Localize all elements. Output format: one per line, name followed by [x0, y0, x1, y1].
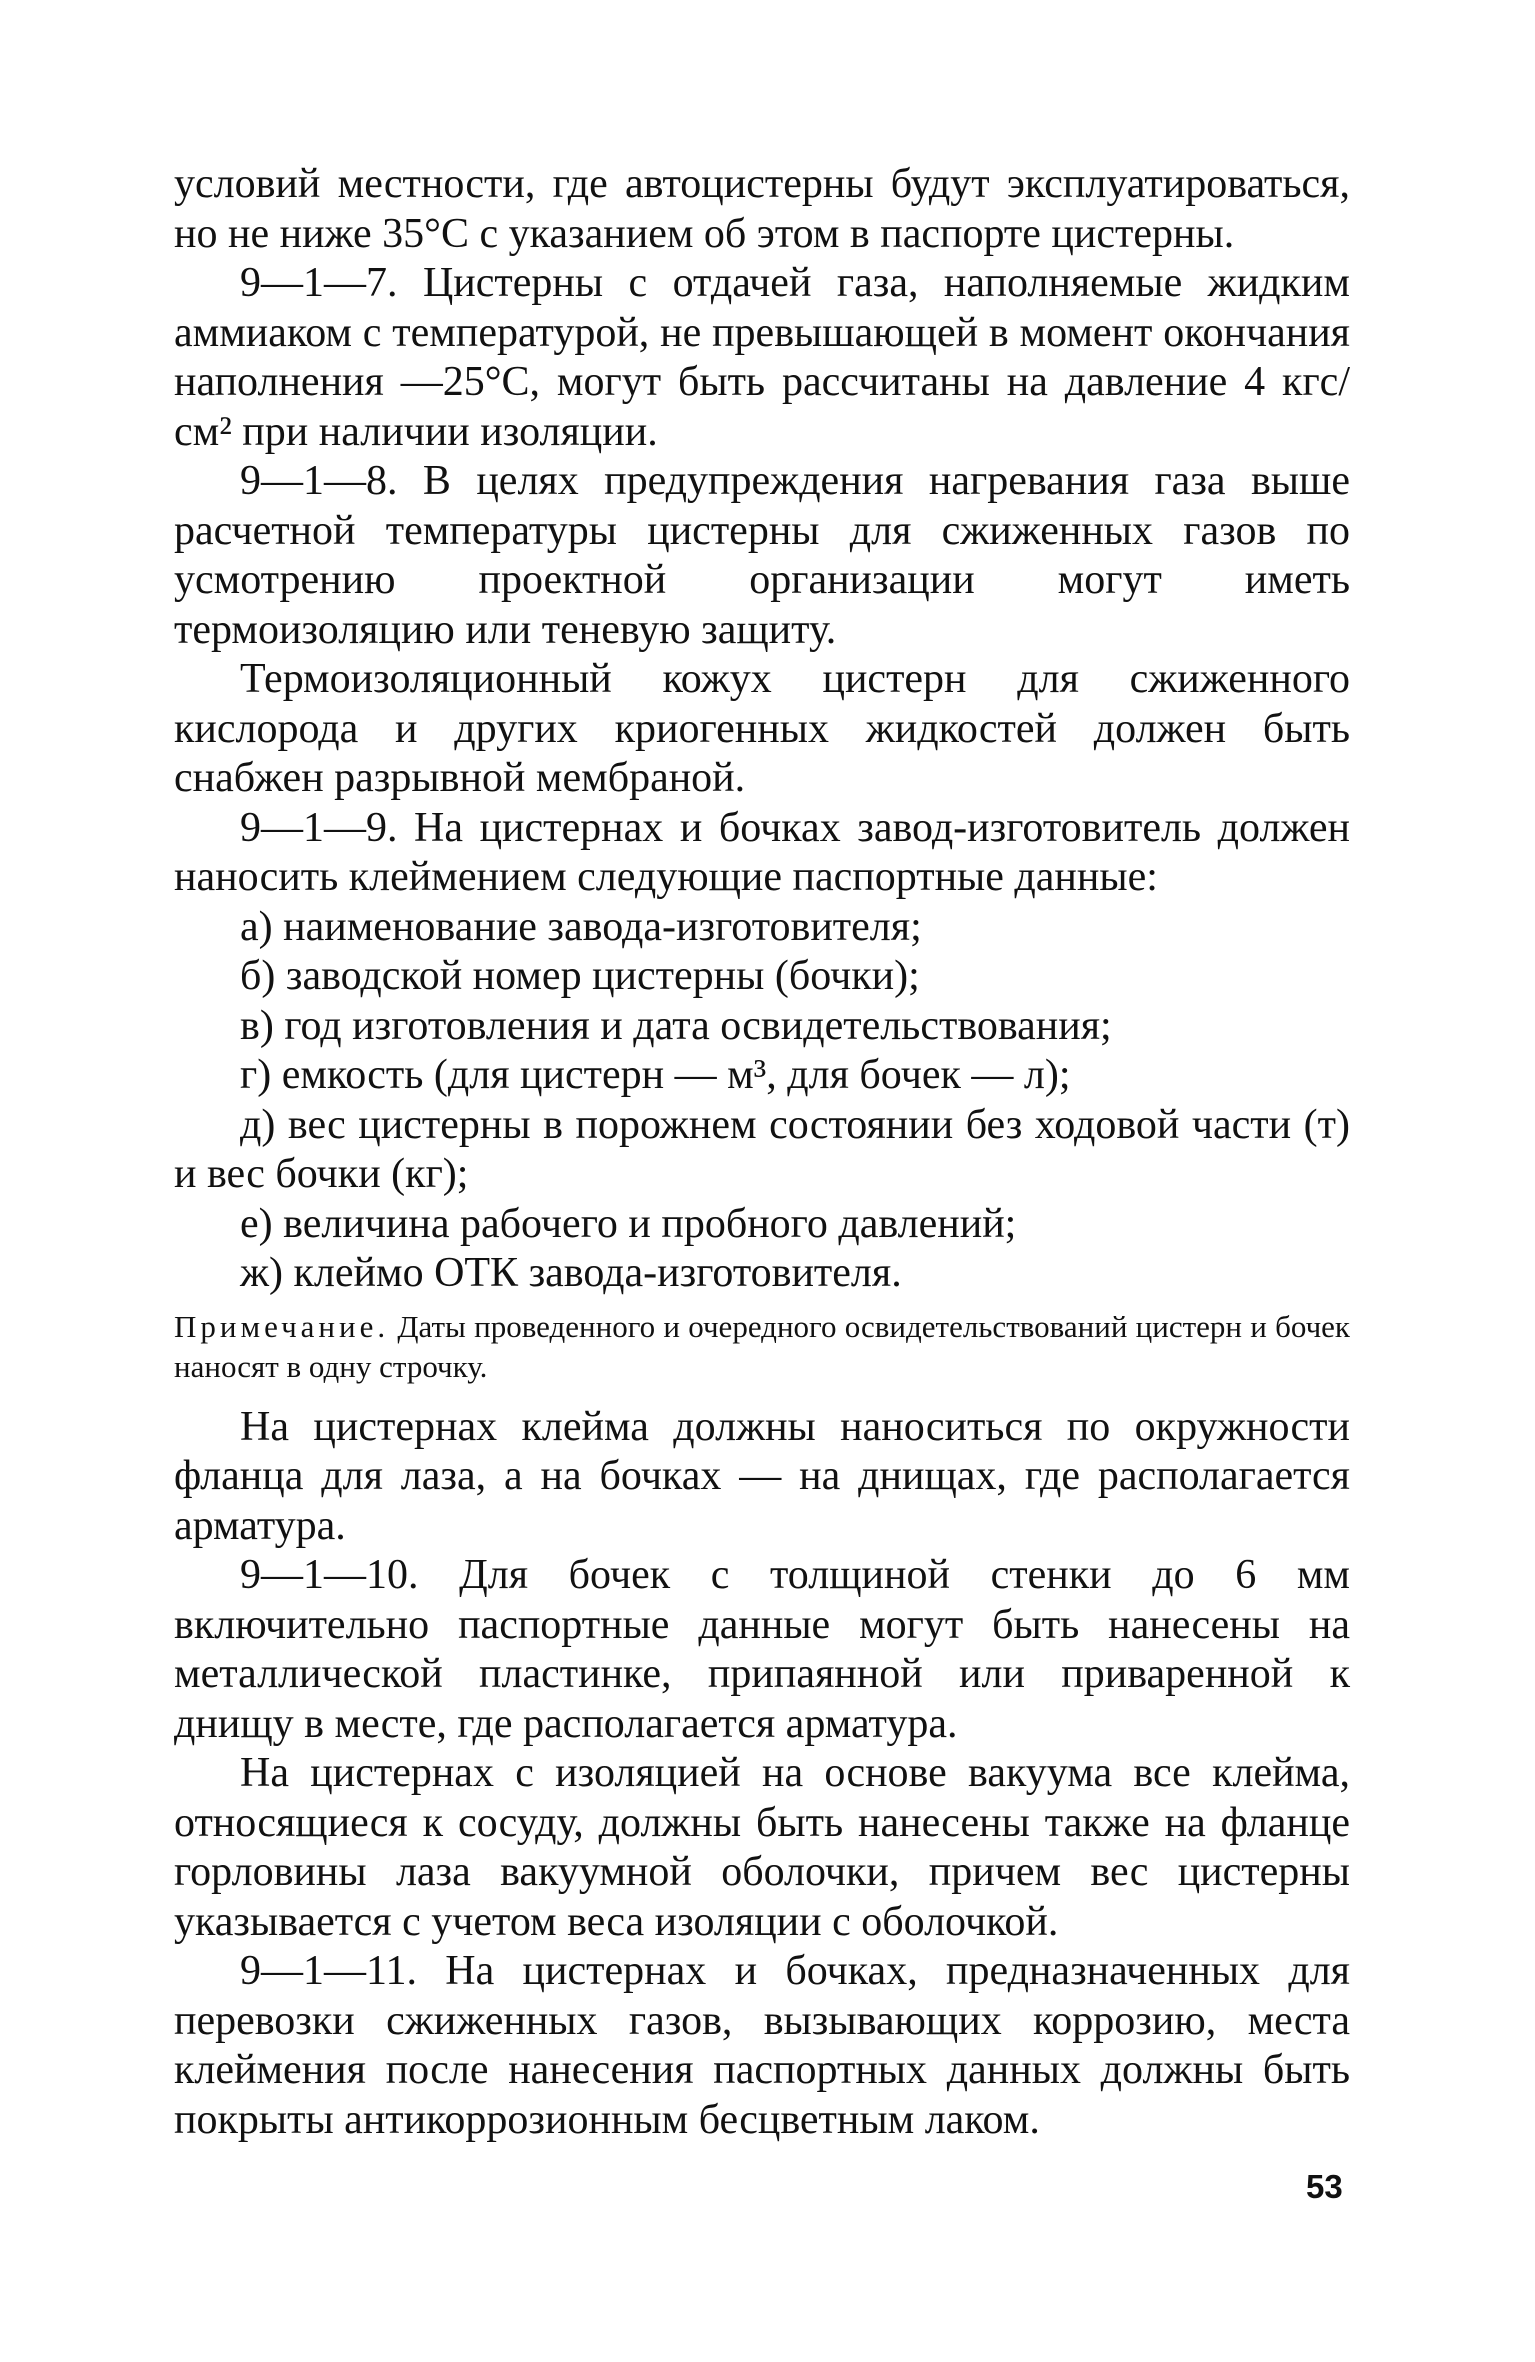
paragraph-thermal-jacket: Термоизоляционный кожух цистерн для сжиженного кислорода и других криогенных жидкостей должен быть снабжен разрывной мембраной. — [174, 656, 1350, 801]
list-item: б) заводской номер цистерны (бочки); — [240, 953, 920, 999]
paragraph-stamp-location: На цистернах клейма должны наноситься по окружности фланца для лаза, а на бочках — на днищах, где располагается арматура. — [174, 1403, 1350, 1549]
note-text: Даты проведенного и очередного освидетельствований цистерн и бочек наносят в одну строчку. — [174, 1308, 1350, 1384]
list-item: ж) клеймо ОТК завода-изготовителя. — [240, 1250, 902, 1296]
paragraph-9-1-9: 9—1—9. На цистернах и бочках завод-изготовитель должен наносить клеймением следующие паспортные данные: — [174, 804, 1350, 900]
list-item: а) наименование завода-изготовителя; — [240, 903, 922, 950]
list-item: в) год изготовления и дата освидетельствования; — [240, 1002, 1112, 1049]
list-item: д) вес цистерны в порожнем состоянии без ходовой части (т) и вес бочки (кг); — [174, 1101, 1350, 1197]
paragraph-continuation: условий местности, где автоцистерны будут эксплуатироваться, но не ниже 35°С с указанием об этом в паспорте цистерны. — [174, 161, 1350, 257]
paragraph-9-1-10: 9—1—10. Для бочек с толщиной стенки до 6 мм включительно паспортные данные могут быть нанесены на металлической пластинке, припаянной или приваренной к днищу в месте, где располагается арматура. — [174, 1552, 1350, 1747]
paragraph-9-1-8: 9—1—8. В целях предупреждения нагревания газа выше расчетной температуры цистерны для сжиженных газов по усмотрению проектной организации могут иметь термоизоляцию или теневую защиту. — [174, 458, 1350, 653]
paragraph-vacuum-insulation: На цистернах с изоляцией на основе вакуума все клейма, относящиеся к сосуду, должны быть нанесены также на фланце горловины лаза вакуумной оболочки, причем вес цистерны указывается с учетом веса изоляции с оболочкой. — [174, 1750, 1350, 1945]
list-item: г) емкость (для цистерн — м³, для бочек — л); — [240, 1052, 1071, 1098]
page-number: 53 — [1306, 2168, 1343, 2205]
paragraph-9-1-7: 9—1—7. Цистерны с отдачей газа, наполняемые жидким аммиаком с температурой, не превышающей в момент окончания наполнения —25°С, могут быть рассчитаны на давление 4 кгс/см² при наличии изоляции. — [174, 260, 1350, 455]
page-body — [174, 160, 1350, 2145]
paragraph-9-1-11: 9—1—11. На цистернах и бочках, предназначенных для перевозки сжиженных газов, вызывающих коррозию, места клеймения после нанесения паспортных данных должны быть покрыты антикоррозионным бесцветным лаком. — [174, 1948, 1350, 2143]
list-item: е) величина рабочего и пробного давлений; — [240, 1200, 1017, 1247]
passport-data-list — [174, 903, 1350, 1299]
note — [174, 1307, 1350, 1387]
note-label: Примечание. — [174, 1308, 390, 1344]
